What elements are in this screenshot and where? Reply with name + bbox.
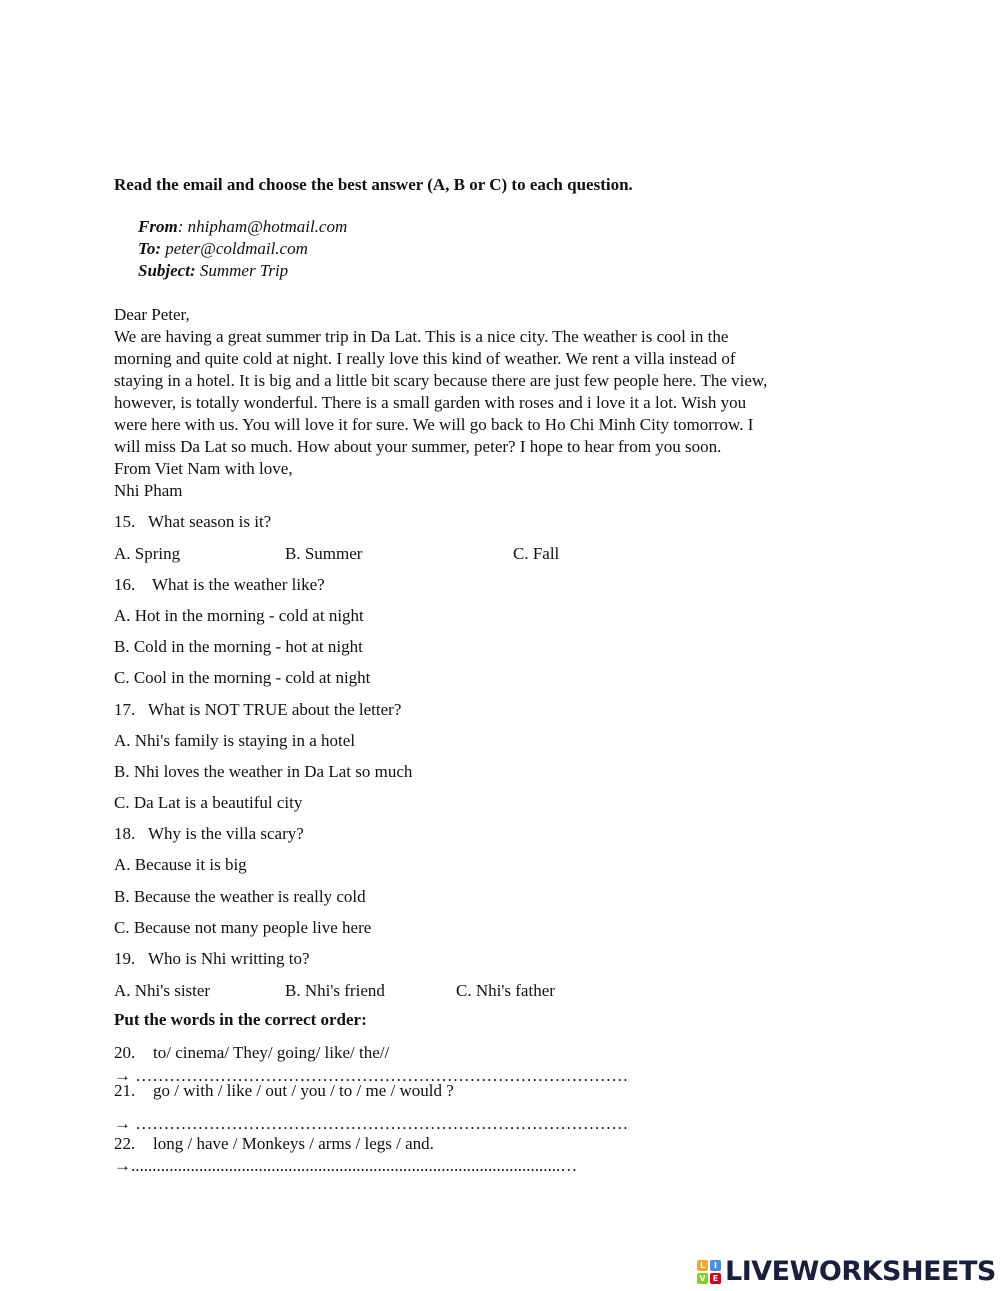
question-18 bbox=[114, 824, 304, 844]
question-number: 18. bbox=[114, 824, 136, 843]
answer-option[interactable]: C. Da Lat is a beautiful city bbox=[114, 793, 303, 812]
answer-option[interactable]: B. Because the weather is really cold bbox=[114, 887, 366, 906]
scrambled-words: long / have / Monkeys / arms / legs / and. bbox=[153, 1134, 434, 1153]
answer-option[interactable]: A. Hot in the morning - cold at night bbox=[114, 606, 364, 625]
question-number: 16. bbox=[114, 575, 136, 594]
email-body-line: morning and quite cold at night. I really love this kind of weather. We rent a villa instead of bbox=[114, 349, 736, 368]
email-body-line: were here with us. You will love it for sure. We will go back to Ho Chi Minh City tomorrow. I bbox=[114, 415, 754, 434]
email-body-line: We are having a great summer trip in Da Lat. This is a nice city. The weather is cool in the bbox=[114, 327, 729, 346]
answer-option[interactable]: A. Spring bbox=[114, 544, 181, 563]
email-body-line: however, is totally wonderful. There is a small garden with roses and i love it a lot. Wish you bbox=[114, 393, 747, 412]
ordering-heading: Put the words in the correct order: bbox=[114, 1010, 367, 1029]
question-text: Why is the villa scary? bbox=[148, 824, 304, 843]
answer-option[interactable]: B. Nhi loves the weather in Da Lat so much bbox=[114, 762, 413, 781]
logo-tile: E bbox=[710, 1273, 721, 1284]
email-body-line: staying in a hotel. It is big and a little bit scary because there are just few people here. The view, bbox=[114, 371, 768, 390]
answer-blank[interactable]: → …………………………………………………………………………… bbox=[114, 1066, 629, 1085]
ordering-20 bbox=[114, 1043, 389, 1063]
question-number: 17. bbox=[114, 700, 136, 719]
answer-option[interactable]: A. Because it is big bbox=[114, 855, 247, 874]
to-value: peter@coldmail.com bbox=[161, 239, 308, 258]
logo-tile: I bbox=[710, 1260, 721, 1271]
answer-option[interactable]: B. Nhi's friend bbox=[285, 981, 385, 1000]
answer-option[interactable]: A. Nhi's sister bbox=[114, 981, 211, 1000]
question-number: 22. bbox=[114, 1134, 136, 1153]
question-text: What season is it? bbox=[148, 512, 272, 531]
from-label: From bbox=[138, 217, 178, 236]
liveworksheets-logo bbox=[697, 1256, 996, 1287]
subject-value: Summer Trip bbox=[195, 261, 289, 280]
instruction-heading: Read the email and choose the best answer (A, B or C) to each question. bbox=[114, 175, 633, 194]
question-text: Who is Nhi writting to? bbox=[148, 949, 310, 968]
ordering-22 bbox=[114, 1134, 434, 1154]
logo-wordmark: LIVEWORKSHEETS bbox=[725, 1256, 996, 1287]
answer-blank[interactable]: →.....................................................................................................… bbox=[114, 1156, 578, 1175]
email-body-line: will miss Da Lat so much. How about your summer, peter? I hope to hear from you soon. bbox=[114, 437, 722, 456]
answer-option[interactable]: C. Fall bbox=[513, 544, 560, 563]
scrambled-words: to/ cinema/ They/ going/ like/ the// bbox=[153, 1043, 390, 1062]
logo-tile: L bbox=[697, 1260, 708, 1271]
from-value: : nhipham@hotmail.com bbox=[177, 217, 348, 236]
ordering-21 bbox=[114, 1081, 454, 1101]
email-body bbox=[114, 304, 767, 502]
logo-mark-icon bbox=[697, 1260, 721, 1284]
email-signature: Nhi Pham bbox=[114, 481, 183, 500]
email-greeting: Dear Peter, bbox=[114, 305, 190, 324]
subject-line bbox=[138, 261, 288, 281]
scrambled-words: go / with / like / out / you / to / me / would ? bbox=[153, 1081, 454, 1100]
answer-option[interactable]: B. Summer bbox=[285, 544, 363, 563]
question-16 bbox=[114, 575, 325, 595]
question-number: 15. bbox=[114, 512, 136, 531]
email-closing: From Viet Nam with love, bbox=[114, 459, 293, 478]
question-15 bbox=[114, 512, 271, 532]
question-19 bbox=[114, 949, 309, 969]
answer-blank[interactable]: → …………………………………………………………………………… bbox=[114, 1114, 629, 1133]
question-text: What is the weather like? bbox=[148, 575, 325, 594]
answer-option[interactable]: C. Nhi's father bbox=[456, 981, 555, 1000]
answer-option[interactable]: B. Cold in the morning - hot at night bbox=[114, 637, 363, 656]
question-number: 21. bbox=[114, 1081, 136, 1100]
question-number: 19. bbox=[114, 949, 136, 968]
question-number: 20. bbox=[114, 1043, 136, 1062]
answer-option[interactable]: C. Because not many people live here bbox=[114, 918, 372, 937]
from-line bbox=[138, 217, 347, 237]
subject-label: Subject: bbox=[138, 261, 196, 280]
question-text: What is NOT TRUE about the letter? bbox=[148, 700, 402, 719]
answer-option[interactable]: A. Nhi's family is staying in a hotel bbox=[114, 731, 356, 750]
to-label: To: bbox=[138, 239, 161, 258]
answer-option[interactable]: C. Cool in the morning - cold at night bbox=[114, 668, 371, 687]
question-17 bbox=[114, 700, 401, 720]
to-line bbox=[138, 239, 308, 259]
logo-tile: V bbox=[697, 1273, 708, 1284]
